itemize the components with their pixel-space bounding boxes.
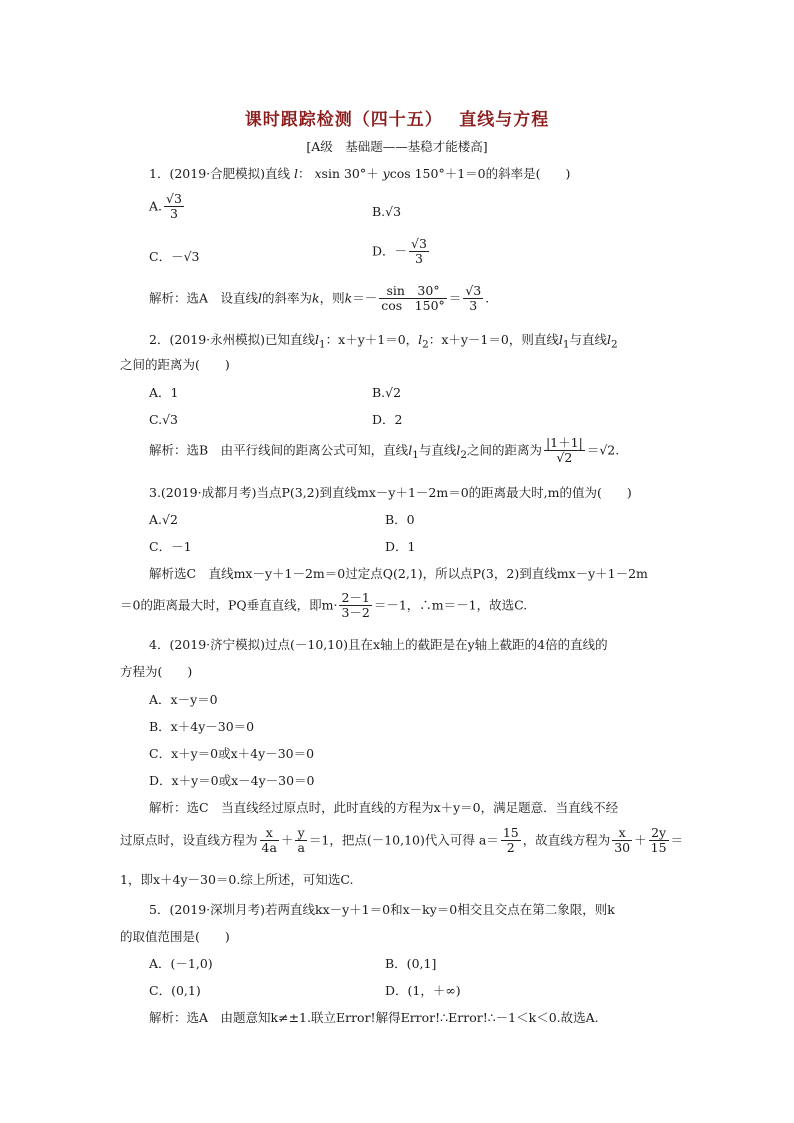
q1-solution: 解析：选A 设直线l的斜率为k，则k＝－ $\frac{\sin 30^\circ}{\cos 150^\circ}$ ＝ $\frac{√3}{3}$ . — [149, 283, 490, 314]
q3-option-d: D．1 — [385, 539, 416, 554]
q5-option-a: A．(－1,0) — [149, 956, 213, 971]
q1-option-a: A. $\frac{√3}{3}$ — [149, 191, 182, 222]
q4-solution-line1: 解析：选C 当直线经过原点时，此时直线的方程为x＋y＝0，满足题意．当直线不经 — [149, 800, 619, 815]
fraction: $\frac{|1+1|}{√2}$ — [545, 435, 583, 466]
q1-option-b: B.√3 — [372, 204, 402, 219]
q2-stem-wrap: 之间的距离为( ) — [120, 357, 230, 372]
fraction: $\frac{√3}{3}$ — [166, 191, 182, 222]
q2-option-c: C.√3 — [149, 412, 179, 427]
fraction: $\frac{x}{4a}$ — [261, 825, 277, 856]
q4-solution-line2: 过原点时，设直线方程为 $\frac{x}{4a}$ ＋ $\frac{y}{a}$ ＝1，把点(－10,10)代入可得 a＝ $\frac{15}{2}$ ，故直线方程为 $\frac{x}{30}$ ＋ $\frac{2y}{15}$ ＝ — [120, 825, 684, 856]
q2-stem: 2．(2019·永州模拟)已知直线$l_1$：x＋y＋1＝0，$l_2$：x＋y－1＝0，则直线$l_1$与直线$l_2$ — [149, 332, 618, 351]
q2-option-a: A．1 — [149, 385, 179, 400]
q4-stem-wrap: 方程为( ) — [120, 664, 193, 679]
q5-solution: 解析：选A 由题意知k≠±1.联立Error!解得Error!∴Error!∴－1＜k＜0.故选A. — [149, 1010, 599, 1025]
q2-option-d: D．2 — [372, 412, 403, 427]
q5-stem: 5．(2019·深圳月考)若两直线kx－y＋1＝0和x－ky＝0相交且交点在第二象限，则k — [149, 902, 615, 917]
page-title: 课时跟踪检测（四十五） 直线与方程 — [244, 110, 550, 130]
q3-option-a: A.√2 — [149, 512, 178, 527]
q2-solution: 解析：选B 由平行线间的距离公式可知，直线$l_1$与直线$l_2$之间的距离为 $\frac{|1+1|}{√2}$ ＝√2. — [149, 435, 620, 466]
q4-option-c: C．x＋y＝0或x＋4y－30＝0 — [149, 746, 315, 761]
fraction: $\frac{15}{2}$ — [502, 825, 519, 856]
q3-solution-line2: ＝0的距离最大时，PQ垂直直线，即m· $\frac{2-1}{3-2}$ ＝－1，∴m＝－1，故选C. — [120, 590, 528, 621]
q4-stem: 4．(2019·济宁模拟)过点(－10,10)且在x轴上的截距是在y轴上截距的4倍的直线的 — [149, 637, 608, 652]
fraction: $\frac{x}{30}$ — [614, 825, 631, 856]
fraction: $\frac{\sin 30^\circ}{\cos 150^\circ}$ — [381, 283, 445, 314]
fraction: $\frac{2-1}{3-2}$ — [341, 590, 370, 621]
q2-option-b: B.√2 — [372, 385, 402, 400]
fraction: $\frac{y}{a}$ — [297, 825, 305, 856]
fraction: $\frac{2y}{15}$ — [650, 825, 667, 856]
q5-stem-wrap: 的取值范围是( ) — [120, 929, 230, 944]
q5-option-d: D．(1，＋∞) — [385, 983, 461, 998]
q5-option-b: B．(0,1] — [385, 956, 437, 971]
fraction: $\frac{√3}{3}$ — [411, 236, 427, 267]
q3-option-c: C．－1 — [149, 539, 192, 554]
q4-option-a: A．x－y＝0 — [149, 692, 218, 707]
section-subtitle: [A级 基础题——基稳才能楼高] — [306, 139, 488, 154]
q4-option-b: B．x＋4y－30＝0 — [149, 719, 255, 734]
q4-option-d: D．x＋y＝0或x－4y－30＝0 — [149, 773, 315, 788]
q3-option-b: B．0 — [385, 512, 415, 527]
q1-option-d: D．－ $\frac{√3}{3}$ — [372, 236, 427, 267]
q3-stem: 3.(2019·成都月考)当点P(3,2)到直线mx－y＋1－2m＝0的距离最大时,m的值为( ) — [149, 485, 632, 500]
q4-solution-line3: 1，即x＋4y－30＝0.综上所述，可知选C. — [120, 872, 354, 887]
q1-stem: 1．(2019·合肥模拟)直线 l： xsin 30°＋ ycos 150°＋1＝0的斜率是( ) — [149, 166, 571, 181]
q3-solution-line1: 解析选C 直线mx－y＋1－2m＝0过定点Q(2,1)，所以点P(3，2)到直线mx－y＋1－2m — [149, 566, 648, 581]
fraction: $\frac{√3}{3}$ — [465, 283, 482, 314]
q1-option-c: C．－√3 — [149, 249, 200, 264]
q5-option-c: C．(0,1) — [149, 983, 201, 998]
